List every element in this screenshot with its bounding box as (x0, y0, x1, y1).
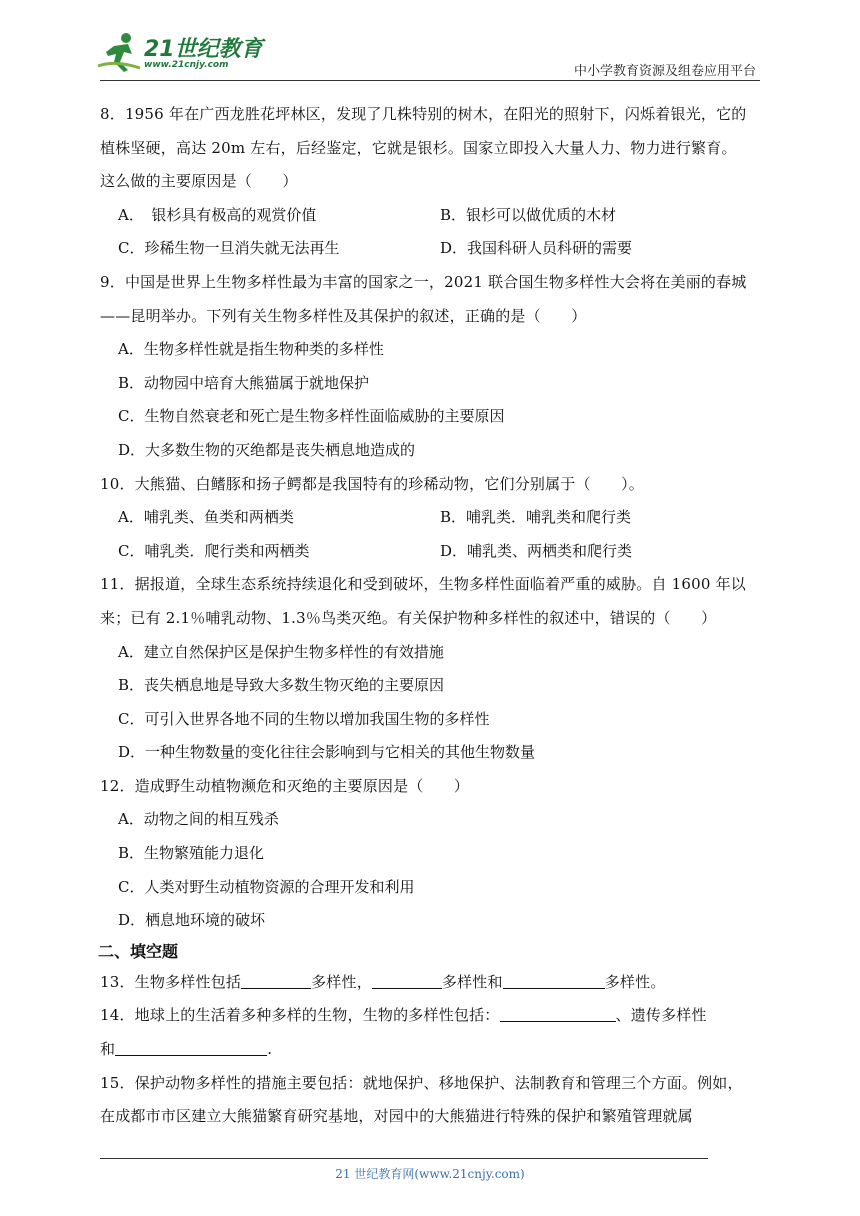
question-text: 在成都市市区建立大熊猫繁育研究基地，对园中的大熊猫进行特殊的保护和繁殖管理就属 (100, 1107, 693, 1126)
question-text: 和 (100, 1040, 116, 1059)
options-row (100, 232, 762, 266)
option-c[interactable]: C．珍稀生物一旦消失就无法再生 (118, 239, 340, 258)
logo-text: 21世纪教育 (144, 37, 263, 62)
option-b[interactable]: B．动物园中培育大熊猫属于就地保护 (118, 373, 370, 392)
question-11 (100, 568, 762, 770)
option-c[interactable]: C．生物自然衰老和死亡是生物多样性面临威胁的主要原因 (118, 407, 505, 426)
question-10 (100, 468, 762, 569)
question-text: 12．造成野生动植物濒危和灭绝的主要原因是（ ） (100, 776, 470, 795)
answer-blank[interactable] (372, 972, 442, 989)
question-14 (100, 999, 762, 1066)
option-b[interactable]: B．生物繁殖能力退化 (118, 844, 265, 863)
runner-icon (96, 30, 142, 76)
question-9 (100, 266, 762, 468)
options-row (100, 535, 762, 569)
header-divider (100, 80, 760, 81)
option-b[interactable]: B．哺乳类．哺乳类和爬行类 (440, 508, 632, 527)
option-a[interactable]: A．动物之间的相互残杀 (118, 810, 279, 829)
option-c[interactable]: C．可引入世界各地不同的生物以增加我国生物的多样性 (118, 709, 490, 728)
option-b[interactable]: B．银杉可以做优质的木材 (440, 205, 617, 224)
question-text: . (267, 1040, 273, 1059)
question-text: 这么做的主要原因是（ ） (100, 172, 298, 191)
answer-blank[interactable] (503, 972, 605, 989)
question-text: 9．中国是世界上生物多样性最为丰富的国家之一，2021 联合国生物多样性大会将在美丽的春城 (100, 272, 747, 291)
option-d[interactable]: D．一种生物数量的变化往往会影响到与它相关的其他生物数量 (118, 743, 536, 762)
option-d[interactable]: D．大多数生物的灭绝都是丧失栖息地造成的 (118, 440, 416, 459)
answer-blank[interactable] (500, 1005, 616, 1022)
option-a[interactable]: A．建立自然保护区是保护生物多样性的有效措施 (118, 642, 444, 661)
question-text: 13．生物多样性包括 (100, 972, 242, 991)
logo-url: www.21cnjy.com (144, 60, 229, 70)
question-12 (100, 770, 762, 938)
question-text: ——昆明举办。下列有关生物多样性及其保护的叙述，正确的是（ ） (100, 306, 587, 325)
page-header (0, 0, 860, 90)
question-text: 多样性。 (604, 972, 666, 991)
question-text: 10．大熊猫、白鳍豚和扬子鳄都是我国特有的珍稀动物，它们分别属于（ ）。 (100, 474, 644, 493)
option-a[interactable]: A．生物多样性就是指生物种类的多样性 (118, 340, 384, 359)
answer-blank[interactable] (115, 1039, 267, 1056)
option-d[interactable]: D．哺乳类、两栖类和爬行类 (440, 541, 633, 560)
header-tagline: 中小学教育资源及组卷应用平台 (573, 64, 756, 79)
option-d[interactable]: D．我国科研人员科研的需要 (440, 239, 633, 258)
option-b[interactable]: B．丧失栖息地是导致大多数生物灭绝的主要原因 (118, 676, 445, 695)
site-logo[interactable] (96, 30, 266, 80)
question-text: 、遗传多样性 (615, 1006, 707, 1025)
options-row (100, 501, 762, 535)
question-text: 14．地球上的生活着多种多样的生物，生物的多样性包括： (100, 1006, 500, 1025)
exam-content (100, 98, 762, 1134)
option-a[interactable]: A．哺乳类、鱼类和两栖类 (118, 508, 294, 527)
question-text: 15．保护动物多样性的措施主要包括：就地保护、移地保护、法制教育和管理三个方面。例如， (100, 1073, 743, 1092)
question-text: 多样性， (311, 972, 372, 991)
option-c[interactable]: C．人类对野生动植物资源的合理开发和利用 (118, 877, 415, 896)
option-d[interactable]: D．栖息地环境的破坏 (118, 911, 266, 930)
question-text: 11．据报道，全球生态系统持续退化和受到破坏，生物多样性面临着严重的威胁。自 1600 年以 (100, 575, 747, 594)
question-15 (100, 1067, 762, 1134)
question-text: 植株坚硬，高达 20m 左右，后经鉴定，它就是银杉。国家立即投入大量人力、物力进行繁育。 (100, 138, 737, 157)
option-c[interactable]: C．哺乳类．爬行类和两栖类 (118, 541, 310, 560)
section-heading: 二、填空题 (98, 941, 179, 961)
question-text: 来；已有 2.1％哺乳动物、1.3％鸟类灭绝。有关保护物种多样性的叙述中，错误的（ ） (100, 608, 717, 627)
answer-blank[interactable] (241, 972, 311, 989)
options-row (100, 199, 762, 233)
question-text: 8．1956 年在广西龙胜花坪林区，发现了几株特别的树木，在阳光的照射下，闪烁着银光，它的 (100, 105, 747, 123)
question-text: 多样性和 (441, 972, 503, 991)
option-a[interactable]: A． 银杉具有极高的观赏价值 (118, 205, 317, 224)
footer-divider (100, 1158, 708, 1159)
question-13 (100, 966, 762, 1000)
footer-link[interactable]: 21 世纪教育网(www.21cnjy.com) (335, 1167, 525, 1181)
question-8 (100, 98, 762, 266)
